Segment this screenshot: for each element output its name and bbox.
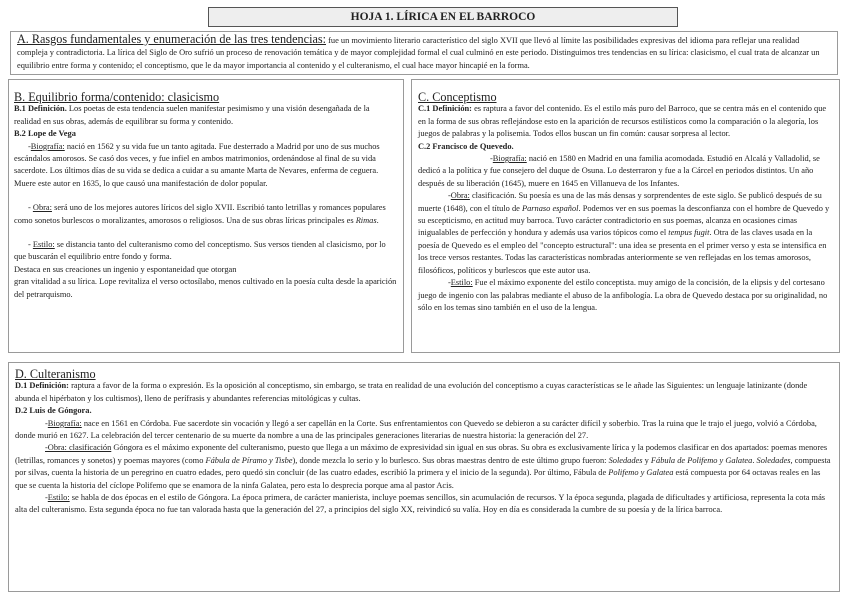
section-a (10, 31, 838, 75)
section-d-estilo (15, 492, 833, 517)
section-b-estilo-line2: Destaca en sus creaciones un ingenio y espontaneidad que otorgan (14, 264, 237, 274)
section-b-estilo-prefix: - (28, 240, 33, 250)
section-d-obra-label: -Obra: clasificación (45, 443, 112, 453)
section-b-bio-label: Biografía: (30, 141, 65, 151)
section-b-estilo-label: Estilo: (32, 240, 55, 250)
section-d-bio-prefix: - (45, 418, 48, 428)
section-d-estilo-label: Estilo: (47, 493, 70, 503)
section-b-bio-text: nació en 1562 y su vida fue un tanto agitada. Fue desterrado a Madrid por uno de sus muchos escándalos amorosos. Se casó dos veces, y fue infiel en ambos matrimonios, ordenándose al final de su vida sacerdote. Los últimos días de su vida se dedica a cuidar a su amante Marta de Nevares, enferma de ceguera. Muere este autor en 1635, lo que causó una manifestación de dolor popular. (14, 141, 380, 188)
page-title: HOJA 1. LÍRICA EN EL BARROCO (208, 7, 678, 27)
section-b (8, 79, 404, 353)
section-b-def-text: Los poetas de esta tendencia suelen manifestar pesimismo y una visión desengañada de la realidad en sus obras, además de equilibrar su forma y contenido. (14, 104, 370, 126)
section-d-obra-text5: , compuesta por silvas, cuenta la historia de un peregrino en cuatro edades, pero quedó sin concluir (de las cuatro edades, escribió la primera y el inicio de la segunda). Por último, Fábula de (15, 455, 831, 478)
section-d-obra-text2: ), donde mezcla lo serio y lo burlesco. Sus obras maestras dentro de este último grupo fueron: (292, 455, 609, 465)
section-d-heading: D. Culteranismo (15, 367, 96, 381)
section-a-paragraph (17, 33, 831, 72)
section-a-text: fue un movimiento literario característico del siglo XVII que llevó al límite las posibilidades expresivas del idioma para reflejar una realidad compleja y contradictoria. La lírica del Siglo de Oro sufrió un proceso de renovación temática y de mayor complejidad formal el cual culminó en este periodo. Distinguimos tres tendencias en su lírica: clasicismo, el cual trata de alcanzar un equilibrio entre forma y contenido; el conceptismo, que le da mayor importancia al contenido y el culteranismo, el cual hace mayor hincapié en la forma. (17, 36, 820, 70)
section-d-obra-title5: Polifemo y Galatea (608, 468, 674, 478)
section-d-obra (15, 442, 833, 492)
section-d-bio-text: nace en 1561 en Córdoba. Fue sacerdote sin vocación y llegó a ser capellán en la Corte. Sus enfrentamientos con Quevedo se debieron a su carácter difícil y soberbio. Tras la ruina que le trajo el juego, volvió a Córdoba, donde murió en 1627. La celebración del tercer centenario de su muerte da nombre a una de las principales generaciones literarias de nuestra historia: la generación del 27. (15, 418, 817, 441)
section-c-obra-title2: tempus fugit (668, 228, 710, 238)
section-b-obra-prefix: - (28, 203, 33, 213)
section-c-obra-prefix: - (448, 191, 451, 201)
section-d (8, 362, 840, 592)
section-b-obra-text: será uno de los mejores autores líricos del siglo XVII. Escribió tanto letrillas y romances populares como sonetos burlescos o moralizantes, amorosos o religiosos. Una de sus obras líricas principales es (14, 203, 386, 225)
section-b-definition (14, 103, 397, 128)
section-d-biography (15, 418, 833, 443)
section-d-estilo-text: se habla de dos épocas en el estilo de Góngora. La época primera, de carácter manierista, incluye poemas sencillos, sin acumulación de recursos. Y la época segunda, plagada de dificultades y artificiosa, representa la cota más alta del culteranismo. Esta segunda época no fue tan valorada hasta que la generación del 27, a principios del siglo XX, reivindicó su valía. Hoy en día es considerada la cumbre de su poesía y de la lírica barroca. (15, 493, 826, 515)
section-d-obra-title4: Soledades (756, 455, 791, 465)
section-c (411, 79, 840, 353)
section-c-definition (418, 103, 834, 140)
section-a-heading: A. Rasgos fundamentales y enumeración de las tres tendencias: (17, 32, 326, 46)
section-c-bio-text: nació en 1580 en Madrid en una familia acomodada. Estudió en Alcalá y Valladolid, se dedicó a la política y fue consejero del duque de Osuna. Lo desterraron y fue a la Cárcel en periodos distintos. Un año después de su liberación (1645), muere en 1645 en Villanueva de los Infantes. (418, 154, 820, 188)
section-c-heading: C. Conceptismo (418, 90, 497, 104)
section-d-obra-title1: Fábula de Píramo y Tisbe (205, 455, 293, 465)
section-b-obra-end: . (376, 215, 379, 225)
section-b-biography (14, 141, 397, 191)
section-b-obra (14, 202, 397, 227)
section-d-obra-text4: . (752, 455, 757, 465)
section-c-bio-label: Biografía: (492, 154, 527, 164)
section-c-estilo-prefix: - (448, 278, 451, 288)
section-d-obra-text3: y (642, 455, 651, 465)
section-c-estilo-label: Estilo: (450, 278, 473, 288)
section-c-obra-text3: . Otra de las claves usada en la poesía de Quevedo es el empleo del "concepto estructural": una idea se presenta en el primer verso y esta se intensifica en los trece versos restantes. Todas las características nombradas anteriormente se ven reflejadas en los temas amorosos, filosóficos, políticos y burlescos que este autor usa. (418, 228, 827, 275)
section-d-bio-label: Biografía: (47, 418, 82, 428)
section-d-def-label: D.1 Definición: (15, 381, 69, 391)
section-c-author: C.2 Francisco de Quevedo. (418, 141, 514, 151)
section-b-obra-title: Rimas (355, 215, 377, 225)
section-c-bio-prefix: - (490, 154, 493, 164)
section-c-obra (418, 190, 834, 277)
section-c-estilo-text: Fue el máximo exponente del estilo conceptista. muy amigo de la concisión, de la elipsis y del cortesano juego de ingenio con las palabras mediante el abuso de la anfibología. La obra de Quevedo destaca por su originalidad, no sólo en los temas sino también en el uso de la lengua. (418, 278, 828, 312)
section-b-obra-label: Obra: (32, 203, 52, 213)
section-b-estilo (14, 239, 397, 264)
section-b-heading: B. Equilibrio forma/contenido: clasicismo (14, 90, 220, 104)
section-c-def-text: es raptura a favor del contenido. Es el estilo más puro del Barroco, que se centra más en el contenido que en la forma de sus obras reflejándose esto en la aparición de recursos estilísticos como la comparación o la alegoría, los juegos de palabras y la polisemia. Todos ellos buscan un fin común: causar sorpresa al lector. (418, 104, 827, 139)
section-d-obra-text1: Góngora es el máximo exponente del culteranismo, puesto que llega a un máximo de expresividad sin igual en sus obras. Su obra es exclusivamente lírica y la podemos clasificar en dos apartados: poemas menores (letrillas, romances y sonetos) y poemas mayores (como (15, 443, 828, 465)
section-c-obra-title1: Parnaso español (521, 203, 579, 213)
section-d-obra-title3: Fábula de Polifemo y Galatea (650, 455, 753, 465)
section-b-estilo-text: se distancia tanto del culteranismo como del conceptismo. Sus versos tienden al clasicismo, por lo que buscarán el equilibrio entre fondo y forma. (14, 240, 386, 262)
section-c-obra-text2: . Podemos ver en sus poemas la desconfianza con el hombre de Quevedo y su escepticismo, en actitud muy barroca. Tuvo carácter contradictorio en sus poemas, alcanza en ocasiones cimas inigualables de perfección y hondura y además usa varios tópicos como el (418, 203, 830, 238)
section-c-obra-label: Obra: (450, 191, 470, 201)
section-d-obra-title2: Soledades (608, 455, 643, 465)
section-d-definition (15, 380, 833, 405)
section-d-obra-text6: está compuesta por 64 octavas reales en las que se cuenta la historia del cíclope Polifemo que se enamora de la ninfa Galatea, pero esta lo desprecia porque ama al pastor Acis. (15, 468, 821, 490)
section-b-def-label: B.1 Definición. (14, 104, 67, 114)
section-b-estilo-line3: gran vitalidad a su lírica. Lope revitaliza el verso octosílabo, menos cultivado en la poesía culta desde la aparición del petrarquismo. (14, 277, 397, 299)
section-d-estilo-prefix: - (45, 493, 48, 503)
section-c-biography (418, 153, 834, 190)
section-d-def-text: raptura a favor de la forma o expresión. Es la oposición al conceptismo, sin embargo, se trata en realidad de una evolución del conceptismo a cuyas características se le añade las Siguientes: un lenguaje latinizante (donde abunda el hipérbaton y los cultismos), lleno de perífrasis y abundantes referencias mitológicas y cultas. (15, 381, 808, 403)
section-c-def-label: C.1 Definición: (418, 104, 472, 114)
section-b-author: B.2 Lope de Vega (14, 129, 76, 139)
section-c-obra-text1: clasificación. Su poesía es una de las más densas y sorprendentes de este siglo. Se publicó después de su muerte (1648), con el título de (418, 191, 822, 213)
section-c-estilo (418, 277, 834, 314)
section-b-bio-prefix: - (28, 141, 31, 151)
section-d-author: D.2 Luis de Góngora. (15, 406, 92, 416)
